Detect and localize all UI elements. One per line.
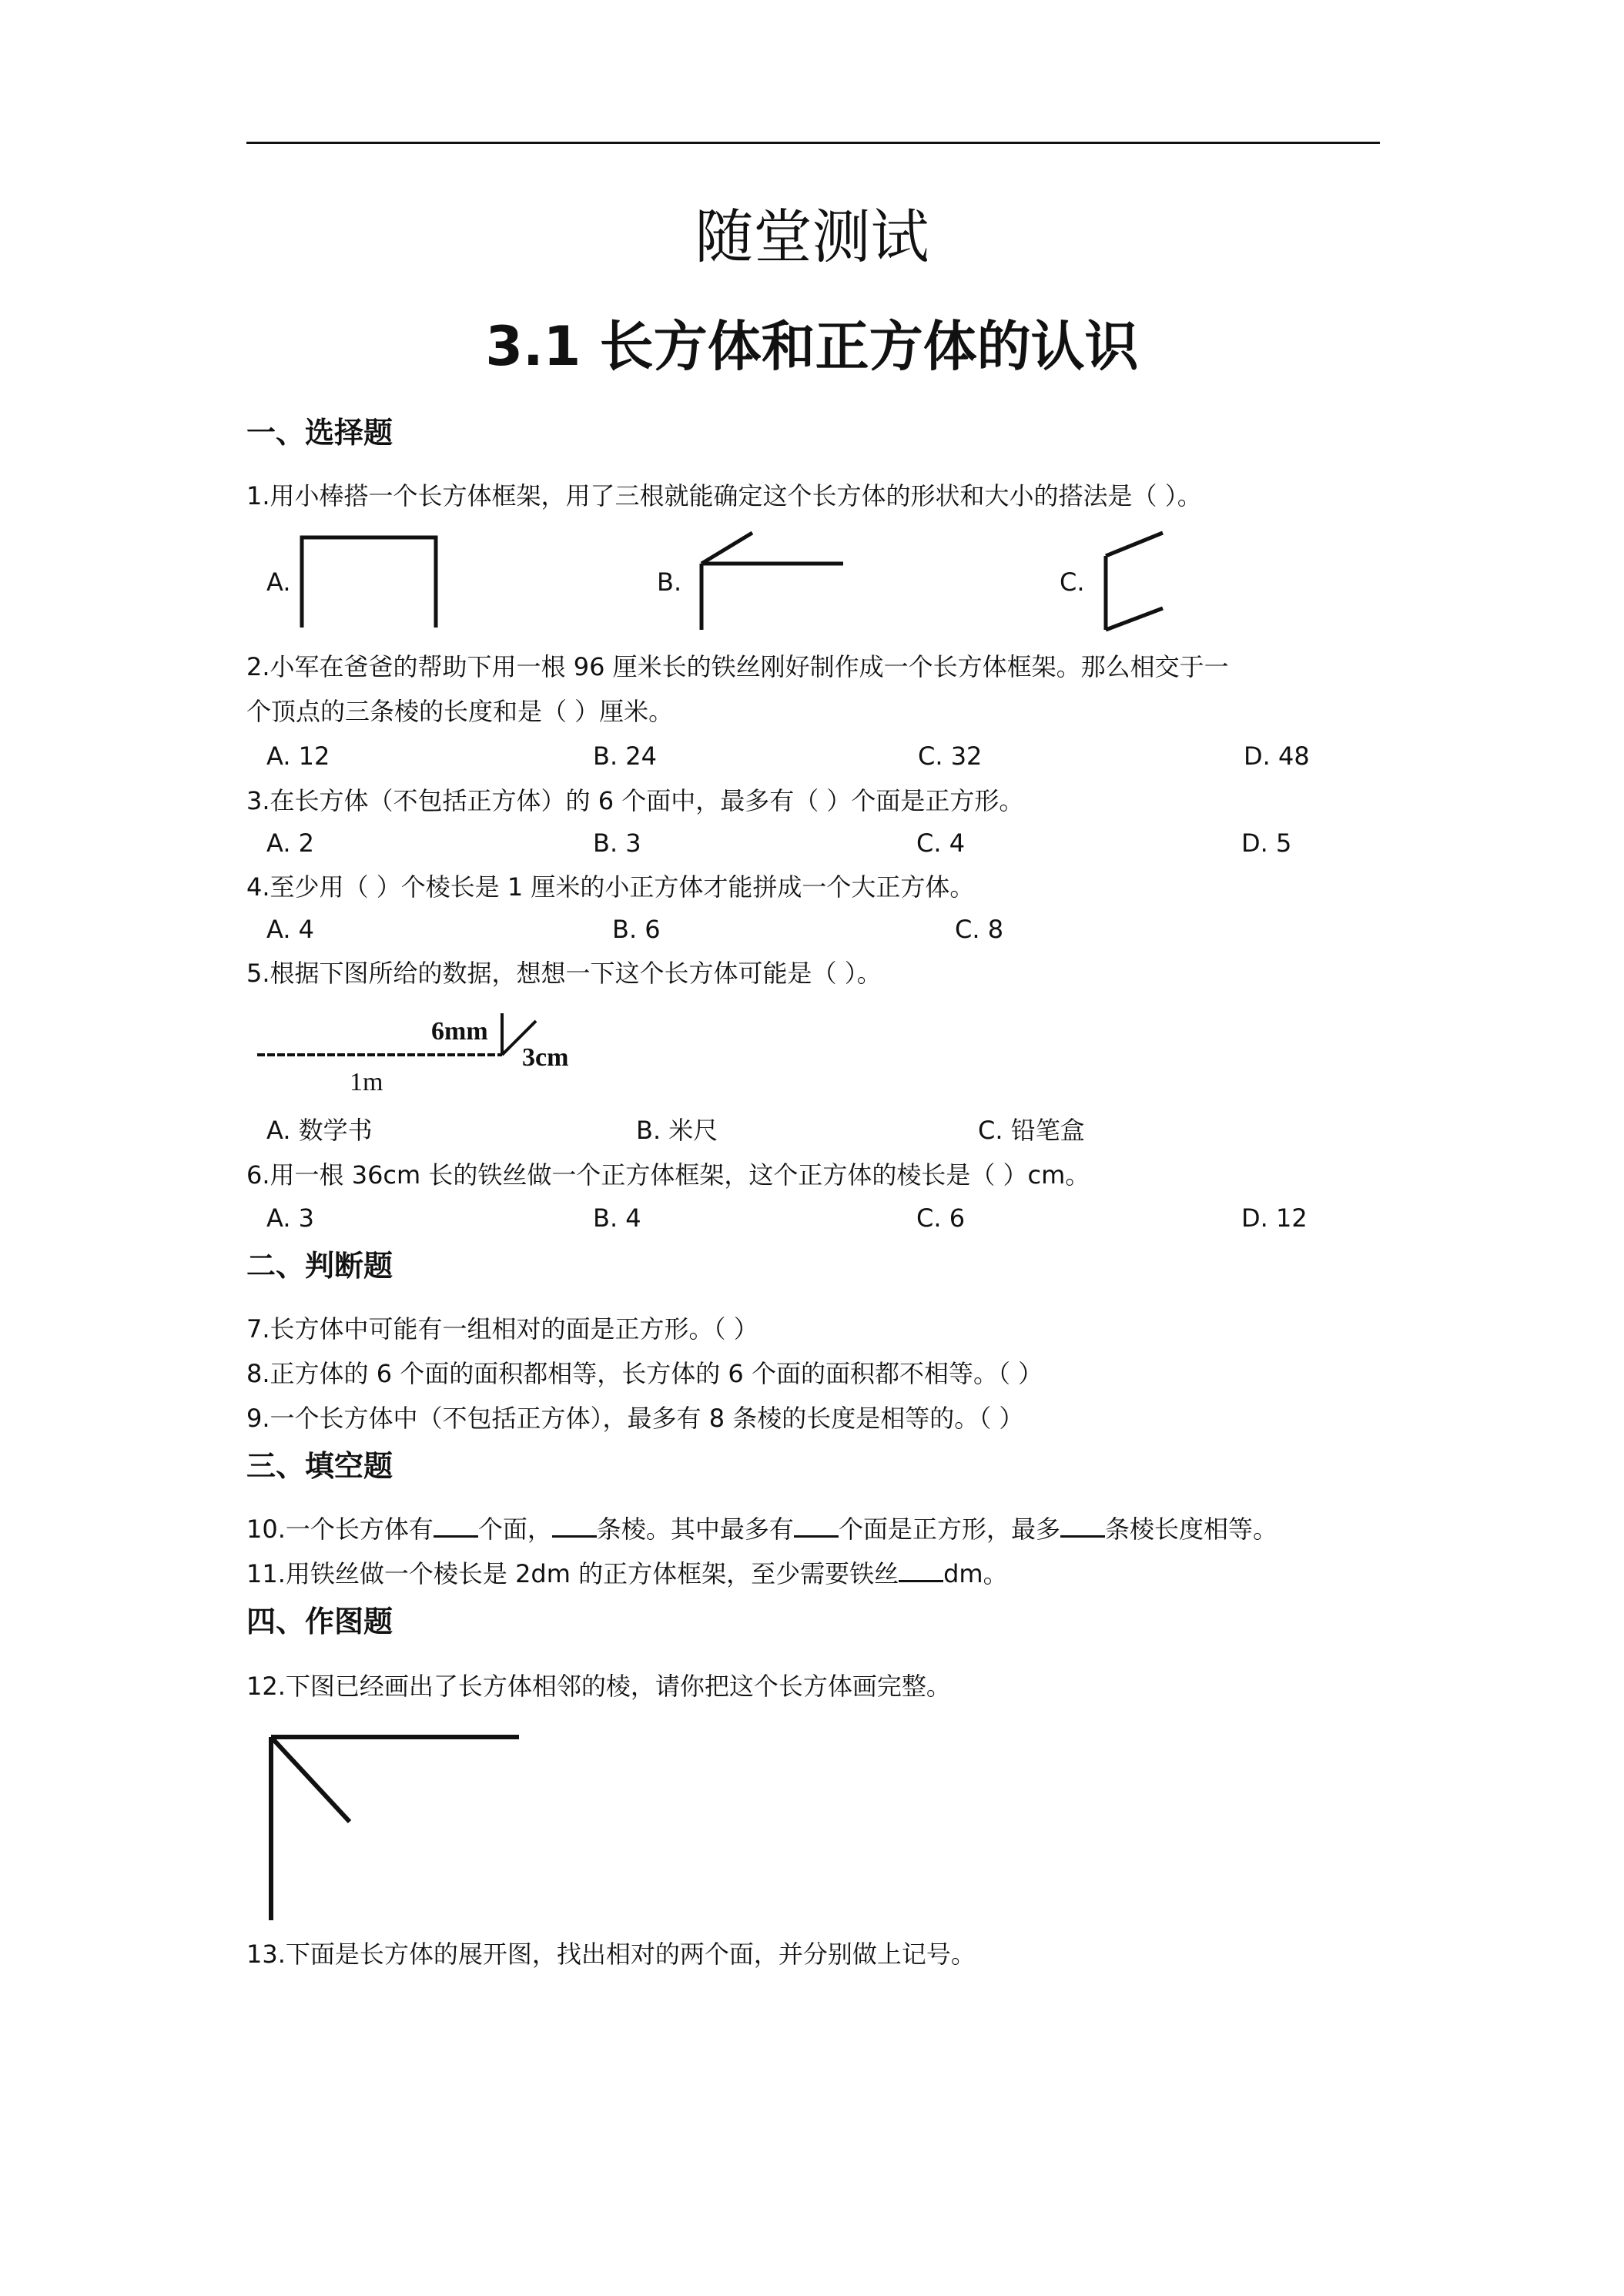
q11-text-1: 11.用铁丝做一个棱长是 2dm 的正方体框架，至少需要铁丝 [246, 1559, 899, 1588]
question-2-line1: 2.小军在爸爸的帮助下用一根 96 厘米长的铁丝刚好制作成一个长方体框架。那么相交于一 [246, 652, 1229, 681]
question-2-line2: 个顶点的三条棱的长度和是（ ）厘米。 [246, 697, 674, 726]
q12-adjacent-edges-figure [254, 1732, 531, 1925]
q1-figure-b [689, 524, 851, 631]
q6-option-d: D. 12 [1241, 1203, 1308, 1233]
q10-text-5: 条棱长度相等。 [1104, 1514, 1277, 1544]
q4-option-a: A. 4 [266, 915, 315, 944]
q2-option-d: D. 48 [1244, 741, 1310, 771]
question-6: 6.用一根 36cm 长的铁丝做一个正方体框架，这个正方体的棱长是（ ）cm。 [246, 1160, 1090, 1190]
question-12: 12.下图已经画出了长方体相邻的棱，请你把这个长方体画完整。 [246, 1672, 951, 1701]
top-rule [246, 142, 1380, 144]
question-9: 9.一个长方体中（不包括正方体），最多有 8 条棱的长度是相等的。（ ） [246, 1404, 1024, 1433]
q10-blank-4[interactable] [1060, 1512, 1105, 1538]
q11-text-2: dm。 [943, 1559, 1008, 1588]
section-heading-choice: 一、选择题 [246, 416, 393, 450]
page-title: 随堂测试 [695, 202, 929, 271]
q4-option-c: C. 8 [955, 915, 1004, 944]
q10-text-1: 10.一个长方体有 [246, 1514, 434, 1544]
q6-option-c: C. 6 [916, 1203, 966, 1233]
section-heading-fill-blank: 三、填空题 [246, 1449, 393, 1483]
q5-option-a: A. 数学书 [266, 1116, 373, 1145]
q3-option-a: A. 2 [266, 828, 315, 858]
question-4: 4.至少用（ ）个棱长是 1 厘米的小正方体才能拼成一个大正方体。 [246, 872, 975, 902]
q1-option-b: B. [657, 567, 682, 597]
q6-option-b: B. 4 [593, 1203, 641, 1233]
q1-figure-c [1086, 524, 1178, 639]
q4-option-b: B. 6 [612, 915, 661, 944]
q5-option-c: C. 铅笔盒 [978, 1116, 1085, 1145]
q5-option-b: B. 米尺 [636, 1116, 718, 1145]
question-1: 1.用小棒搭一个长方体框架，用了三根就能确定这个长方体的形状和大小的搭法是（ ）。 [246, 481, 1202, 510]
q1-option-c: C. [1060, 567, 1085, 597]
q2-option-b: B. 24 [593, 741, 658, 771]
question-10 [246, 1511, 1277, 1548]
q2-option-c: C. 32 [918, 741, 983, 771]
q5-label-width: 3cm [522, 1043, 569, 1072]
q1-option-a: A. [266, 567, 291, 597]
q5-label-length: 1m [350, 1068, 383, 1096]
section-heading-drawing: 四、作图题 [246, 1605, 393, 1638]
q5-dimension-figure [254, 1001, 601, 1101]
q6-option-a: A. 3 [266, 1203, 315, 1233]
q5-label-height: 6mm [431, 1017, 488, 1046]
question-7: 7.长方体中可能有一组相对的面是正方形。（ ） [246, 1314, 758, 1344]
q10-text-2: 个面， [477, 1514, 552, 1544]
q10-text-3: 条棱。其中最多有 [596, 1514, 794, 1544]
q10-blank-1[interactable] [434, 1512, 478, 1538]
page-subtitle: 3.1 长方体和正方体的认识 [485, 315, 1139, 378]
question-3: 3.在长方体（不包括正方体）的 6 个面中，最多有（ ）个面是正方形。 [246, 786, 1024, 815]
q3-option-c: C. 4 [916, 828, 966, 858]
q3-option-b: B. 3 [593, 828, 641, 858]
q2-option-a: A. 12 [266, 741, 330, 771]
q10-blank-2[interactable] [552, 1512, 597, 1538]
q11-blank[interactable] [899, 1557, 943, 1582]
section-heading-judgement: 二、判断题 [246, 1249, 393, 1283]
q3-option-d: D. 5 [1241, 828, 1292, 858]
question-5: 5.根据下图所给的数据，想想一下这个长方体可能是（ ）。 [246, 959, 882, 988]
q10-blank-3[interactable] [794, 1512, 839, 1538]
q1-figure-a [293, 531, 447, 631]
question-8: 8.正方体的 6 个面的面积都相等，长方体的 6 个面的面积都不相等。（ ） [246, 1359, 1043, 1388]
question-13: 13.下面是长方体的展开图，找出相对的两个面，并分别做上记号。 [246, 1940, 976, 1969]
question-11 [246, 1555, 1008, 1592]
q10-text-4: 个面是正方形，最多 [838, 1514, 1060, 1544]
